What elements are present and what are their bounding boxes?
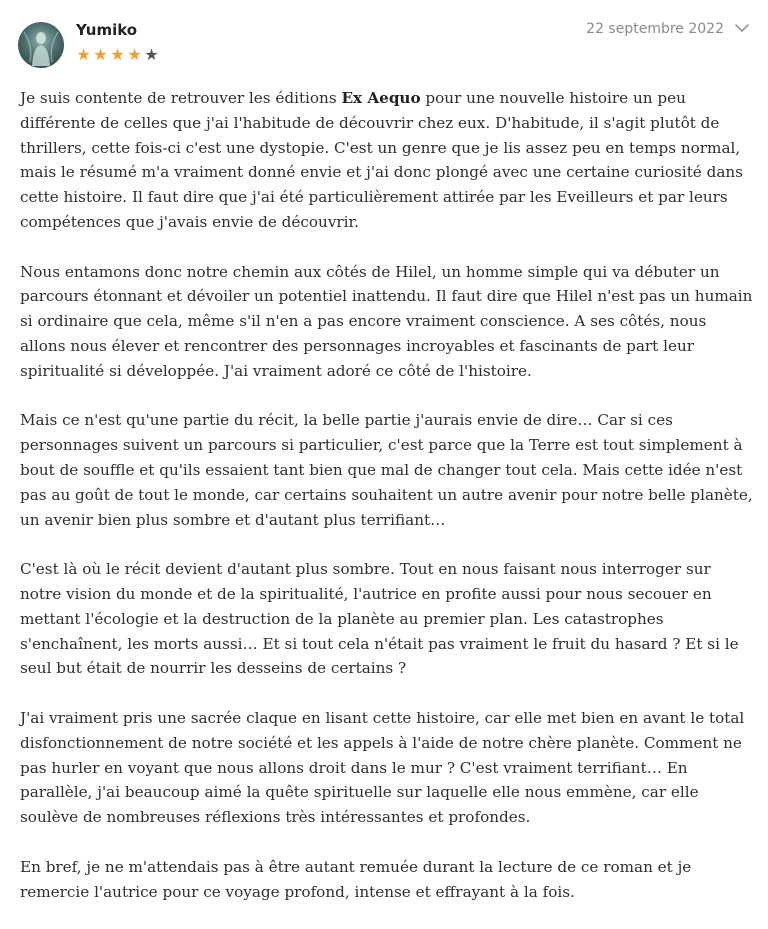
review-paragraph-3: Mais ce n'est qu'une partie du récit, la belle partie j'aurais envie de dire… Car si ces personnages suivent un parcours si particulier, c'est parce que la Terre est tout simplement à bout de souffle et qu'ils essaient tant bien que mal de changer tout cela. Mais cette idée n'est pas au goût de tout le monde, car certains souhaitent un autre avenir pour notre belle planète, un avenir bien plus sombre et d'autant plus terrifiant… [20, 411, 753, 529]
paragraph-text: Je suis contente de retrouver les éditions [20, 89, 342, 107]
review-date: 22 septembre 2022 [586, 21, 724, 37]
paragraph-text: pour une nouvelle histoire un peu différente de celles que j'ai l'habitude de découvrir chez eux. D'habitude, il s'agit plutôt de thrillers, cette fois-ci c'est une dystopie. C'est un genre que je lis assez peu en temps normal, mais le résumé m'a vraiment donné envie et j'ai donc plongé avec une certaine curiosité dans cette histoire. Il faut dire que j'ai été particulièrement attirée par les Eveilleurs et par leurs compétences que j'avais envie de découvrir. [20, 89, 743, 231]
review-paragraph-4: C'est là où le récit devient d'autant plus sombre. Tout en nous faisant nous interroger sur notre vision du monde et de la spiritualité, l'autrice en profite aussi pour nous secouer en mettant l'écologie et la destruction de la planète au premier plan. Les catastrophes s'enchaînent, les morts aussi… Et si tout cela n'était pas vraiment le fruit du hasard ? Et si le seul but était de nourrir les desseins de certains ? [20, 560, 739, 678]
star-filled-icon: ★ [76, 45, 91, 64]
star-filled-icon: ★ [127, 45, 142, 64]
author-name[interactable]: Yumiko [76, 21, 138, 39]
review-paragraph-6: En bref, je ne m'attendais pas à être autant remuée durant la lecture de ce roman et je remercie l'autrice pour ce voyage profond, intense et effrayant à la fois. [20, 857, 692, 901]
review-paragraph-2: Nous entamons donc notre chemin aux côtés de Hilel, un homme simple qui va débuter un parcours étonnant et dévoiler un potentiel inattendu. Il faut dire que Hilel n'est pas un humain si ordinaire que cela, même s'il n'en a pas encore vraiment conscience. A ses côtés, nous allons nous élever et rencontrer des personnages incroyables et fascinants de part leur spiritualité si développée. J'ai vraiment adoré ce côté de l'histoire. [20, 262, 753, 380]
avatar-figure-icon [18, 22, 64, 68]
publisher-name: Ex Aequo [341, 89, 421, 107]
review-header [0, 0, 768, 80]
star-filled-icon: ★ [93, 45, 108, 64]
review-paragraph-1 [20, 86, 754, 235]
chevron-down-icon[interactable] [734, 20, 750, 36]
star-rating [75, 45, 160, 65]
avatar[interactable] [18, 22, 64, 68]
review-text [20, 86, 754, 929]
review-paragraph-5: J'ai vraiment pris une sacrée claque en lisant cette histoire, car elle met bien en avant le total disfonctionnement de notre société et les appels à l'aide de notre chère planète. Comment ne pas hurler en voyant que nous allons droit dans le mur ? C'est vraiment terrifiant… En parallèle, j'ai beaucoup aimé la quête spirituelle sur laquelle elle nous emmène, car elle soulève de nombreuses réflexions très intéressantes et profondes. [20, 708, 745, 827]
star-filled-icon: ★ [110, 45, 125, 64]
star-empty-icon: ★ [144, 45, 159, 64]
